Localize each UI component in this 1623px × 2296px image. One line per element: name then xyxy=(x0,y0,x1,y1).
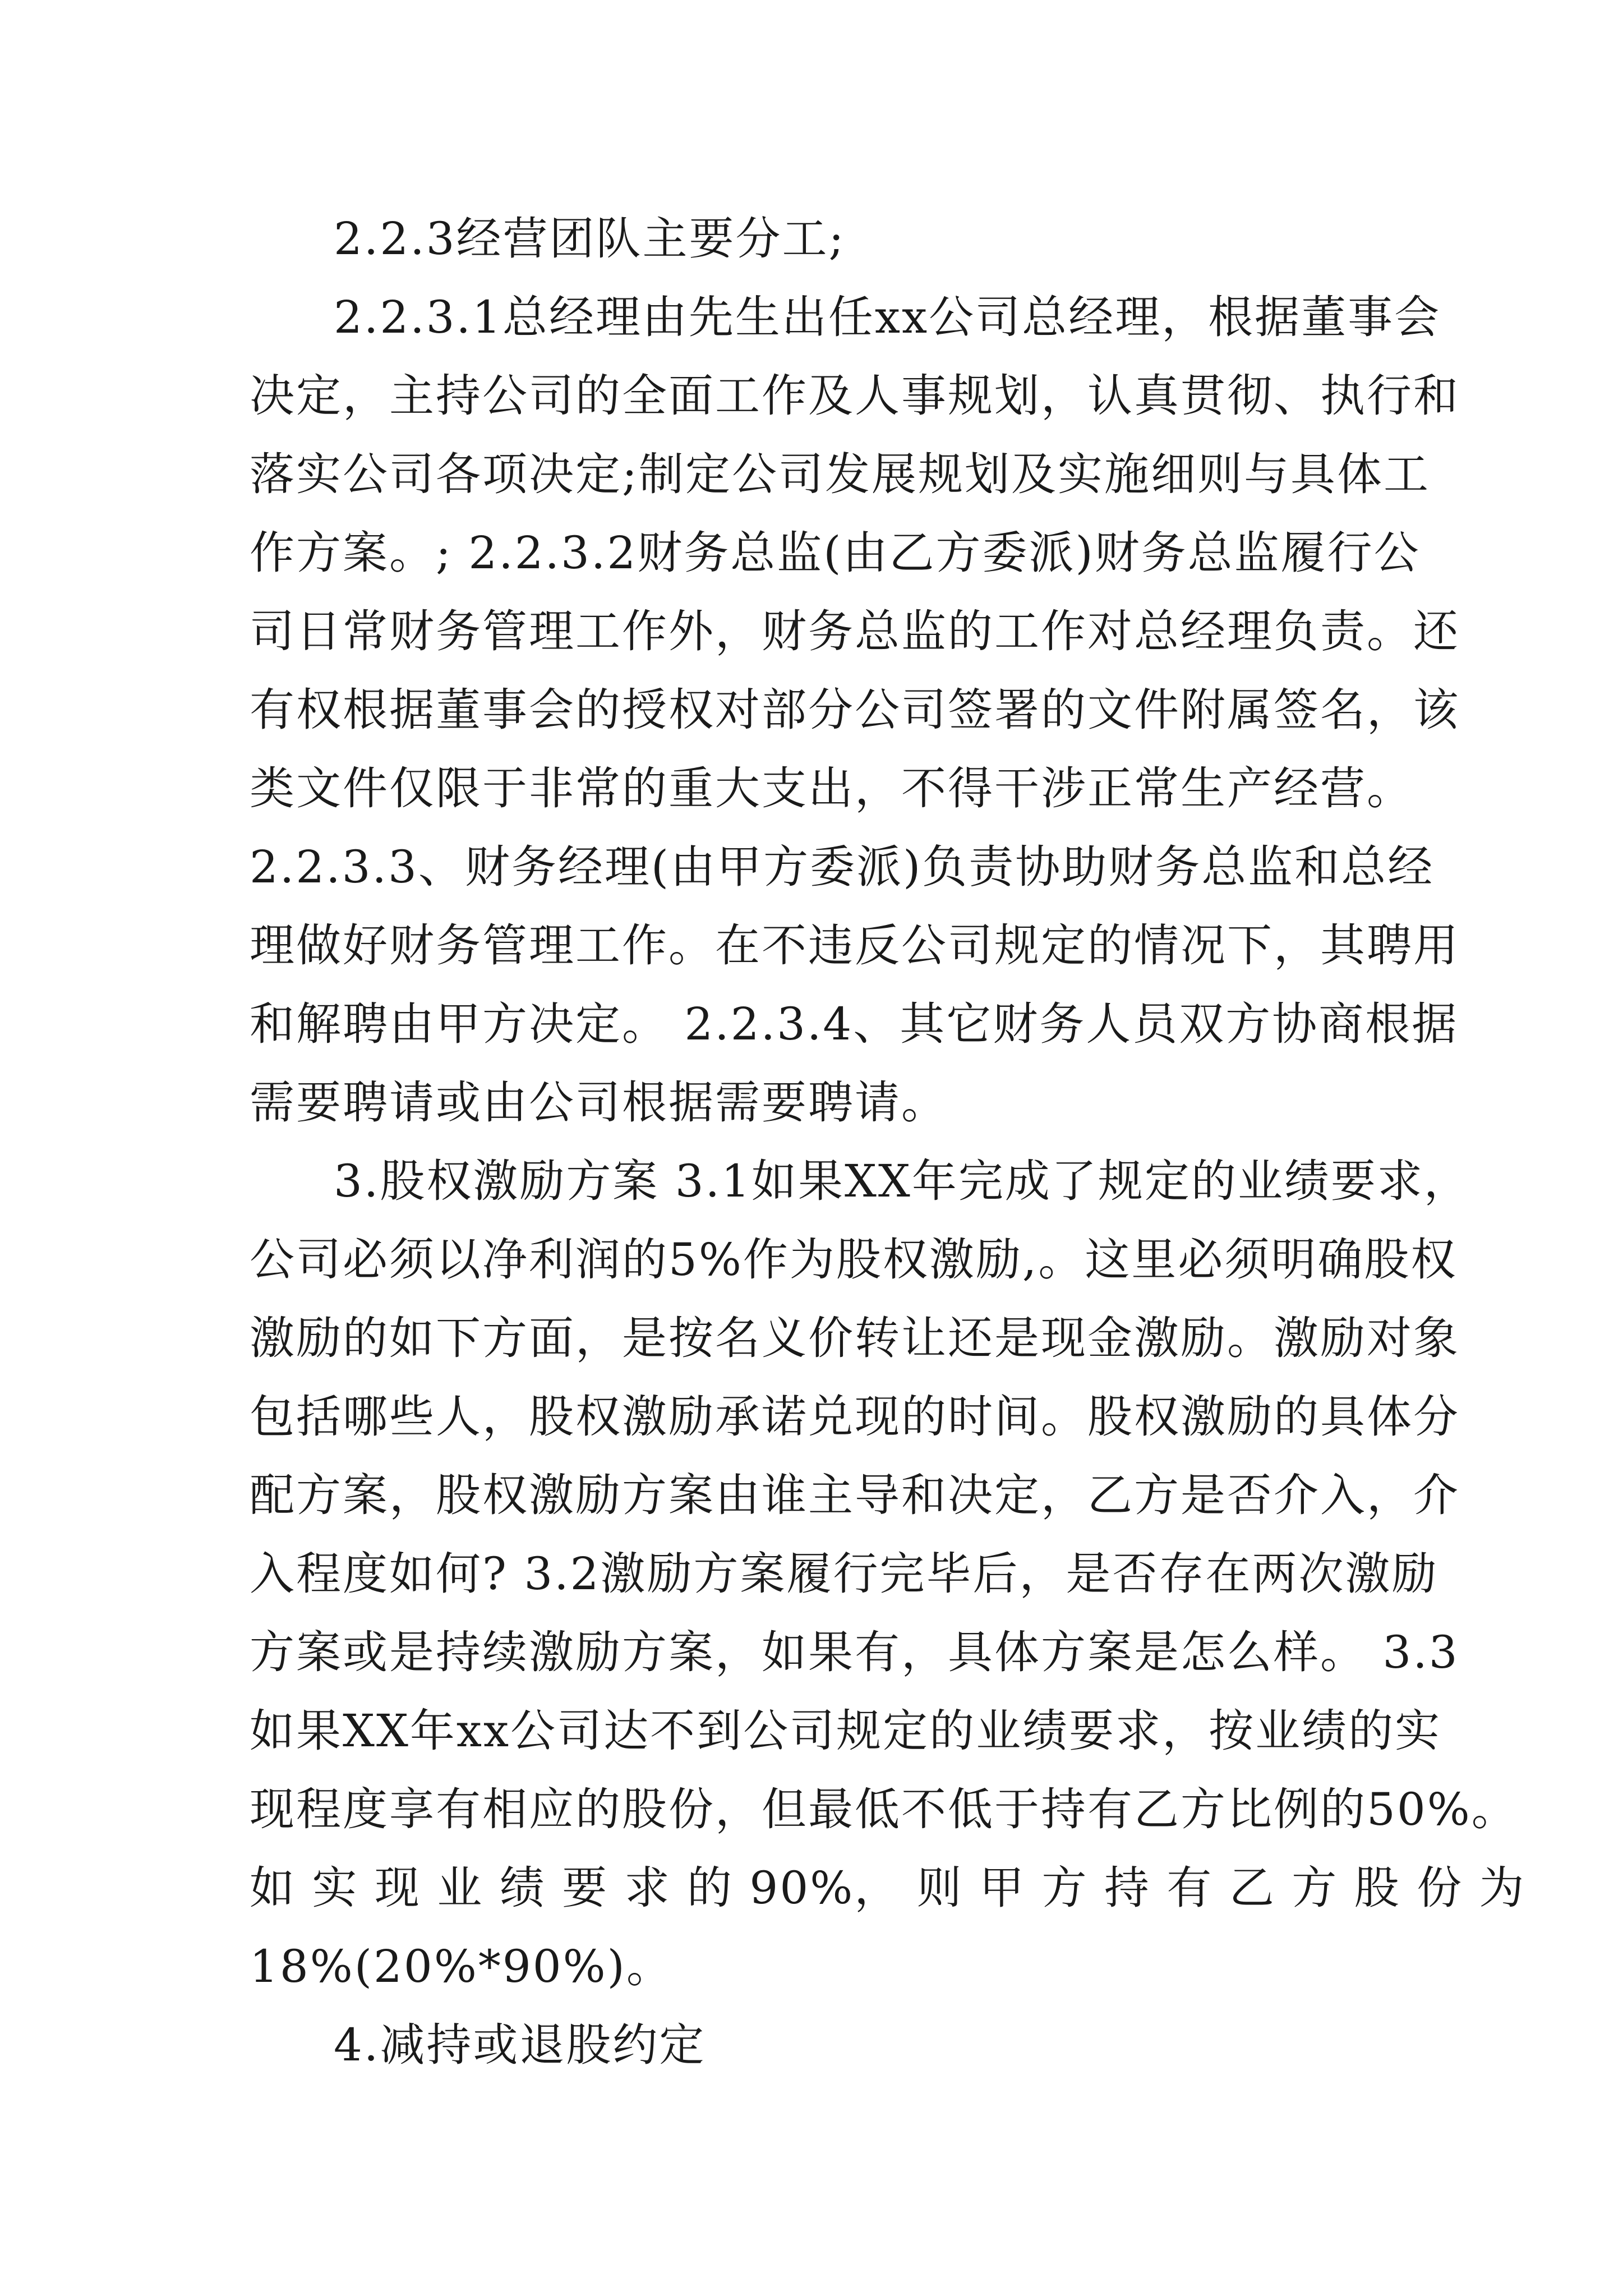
paragraph-line: 现程度享有相应的股份，但最低不低于持有乙方比例的50%。 xyxy=(250,1783,1518,1835)
document-body xyxy=(250,200,1526,2085)
paragraph-line: 2.2.3.3、财务经理(由甲方委派)负责协助财务总监和总经 xyxy=(250,841,1435,893)
paragraph-line: 如果XX年xx公司达不到公司规定的业绩要求，按业绩的实 xyxy=(250,1705,1442,1757)
paragraph-line: 落实公司各项决定;制定公司发展规划及实施细则与具体工 xyxy=(250,448,1430,500)
paragraph-line: 决定，主持公司的全面工作及人事规划，认真贯彻、执行和 xyxy=(250,370,1460,422)
paragraph-line: 配方案，股权激励方案由谁主导和决定，乙方是否介入，介 xyxy=(250,1469,1460,1521)
paragraph-line: 方案或是持续激励方案，如果有，具体方案是怎么样。 3.3 xyxy=(250,1626,1459,1678)
paragraph-line: 公司必须以净利润的5%作为股权激励,。这里必须明确股权 xyxy=(250,1234,1458,1286)
paragraph-line: 作方案。; 2.2.3.2财务总监(由乙方委派)财务总监履行公 xyxy=(250,527,1421,579)
paragraph-line: 激励的如下方面，是按名义价转让还是现金激励。激励对象 xyxy=(250,1312,1460,1364)
paragraph-line: 18%(20%*90%)。 xyxy=(250,1940,673,1993)
paragraph-line: 需要聘请或由公司根据需要聘请。 xyxy=(250,1076,948,1129)
paragraph-line: 入程度如何? 3.2激励方案履行完毕后，是否存在两次激励 xyxy=(250,1548,1438,1600)
paragraph-line: 司日常财务管理工作外，财务总监的工作对总经理负责。还 xyxy=(250,605,1460,657)
paragraph-line: 理做好财务管理工作。在不违反公司规定的情况下，其聘用 xyxy=(250,919,1460,972)
paragraph-line: 有权根据董事会的授权对部分公司签署的文件附属签名，该 xyxy=(250,684,1460,736)
paragraph-line: 类文件仅限于非常的重大支出，不得干涉正常生产经营。 xyxy=(250,762,1413,815)
paragraph-line: 如 实 现 业 绩 要 求 的 90%， 则 甲 方 持 有 乙 方 股 份 为 xyxy=(250,1862,1526,1914)
section-heading-2-2-3: 2.2.3经营团队主要分工; xyxy=(334,213,846,265)
paragraph-line: 包括哪些人，股权激励承诺兑现的时间。股权激励的具体分 xyxy=(250,1391,1460,1443)
section-heading-4: 4.减持或退股约定 xyxy=(334,2019,706,2071)
paragraph-line: 和解聘由甲方决定。 2.2.3.4、其它财务人员双方协商根据 xyxy=(250,998,1459,1050)
paragraph-line: 2.2.3.1总经理由先生出任xx公司总经理，根据董事会 xyxy=(334,291,1441,343)
section-heading-3: 3.股权激励方案 3.1如果XX年完成了规定的业绩要求， xyxy=(334,1155,1470,1207)
